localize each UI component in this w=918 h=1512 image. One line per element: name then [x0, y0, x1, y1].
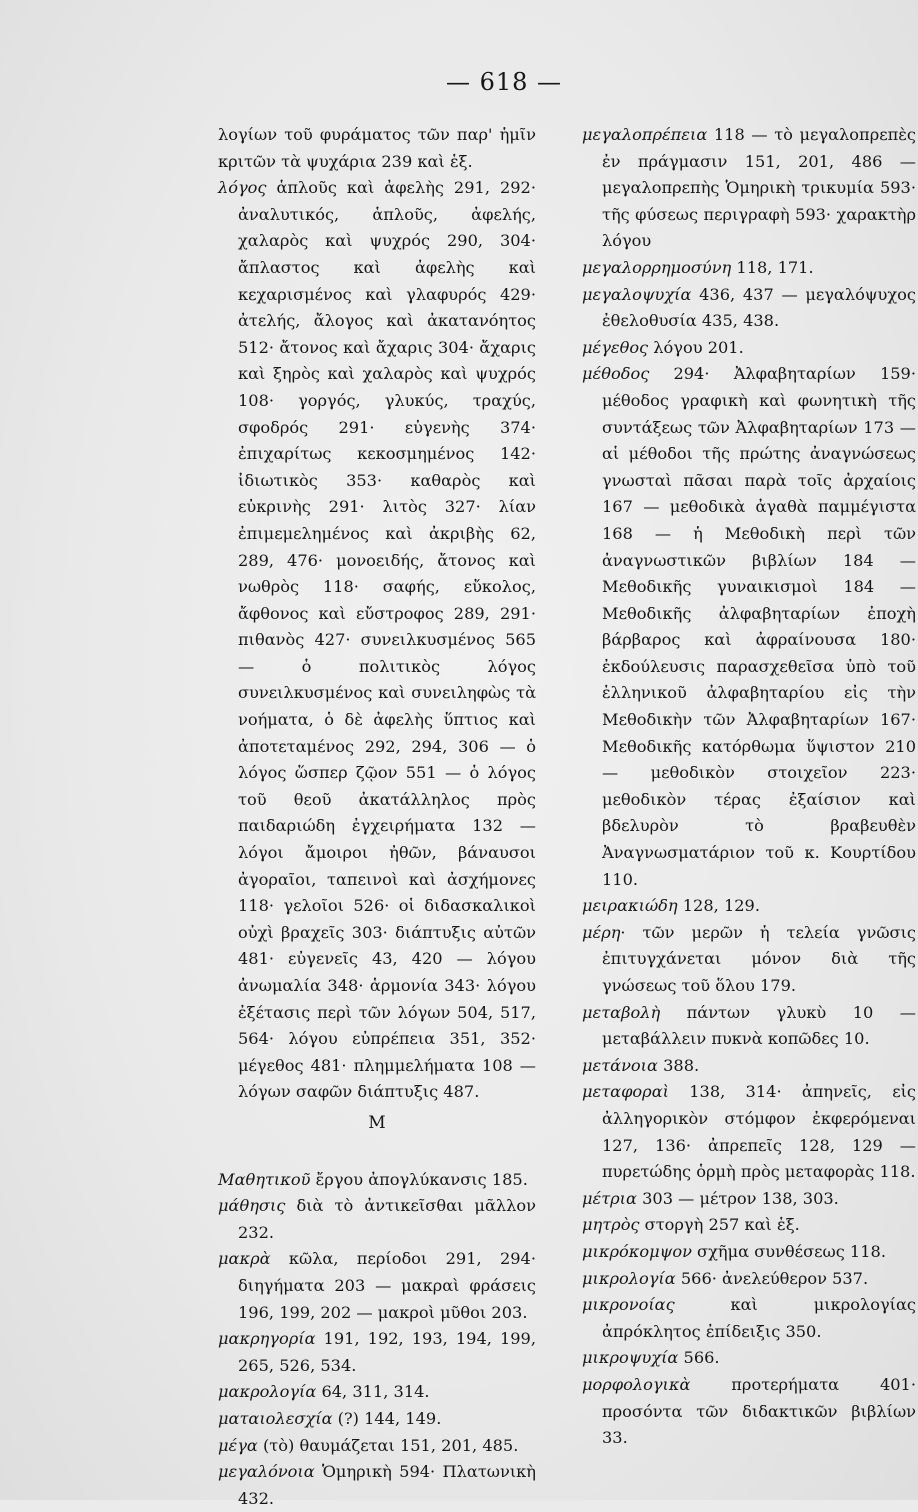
entry-text: λογίων τοῦ φυράματος τῶν παρ' ἡμῖν κριτῶν τὰ ψυχάρια 239 καὶ ἑξ.: [218, 125, 536, 171]
entry-headword: μακρολογία: [218, 1382, 317, 1402]
entry-text: (τὸ) θαυμάζεται 151, 201, 485.: [257, 1435, 519, 1455]
entry-text: σχῆμα συνθέσεως 118.: [691, 1241, 886, 1261]
entry-text: διὰ τὸ ἀντικεῖσθαι μᾶλλον 232.: [238, 1196, 536, 1242]
index-entry: [218, 1246, 536, 1326]
entry-headword: μακρὰ: [218, 1249, 271, 1269]
entry-headword: μέτρια: [582, 1188, 637, 1208]
index-entry: [582, 1212, 916, 1239]
index-entry: [218, 1459, 536, 1512]
entry-text: 138, 314· ἀπηνεῖς, εἰς ἀλληγορικὸν στόμφον ἐκφερόμεναι 127, 136· ἀπρεπεῖς 128, 129 — πυρετώδης ὁρμὴ πρὸς μεταφορὰς 118.: [602, 1082, 916, 1182]
entry-headword: μάθησις: [218, 1196, 286, 1216]
entry-text: 118, 171.: [731, 257, 814, 277]
index-entry: [218, 175, 536, 1106]
entry-headword: μειρακιώδη: [582, 896, 678, 916]
entry-headword: μητρὸς: [582, 1215, 640, 1235]
entry-headword: λόγος: [218, 178, 267, 198]
entry-headword: μεγαλορρημοσύνη: [582, 257, 732, 277]
entry-headword: μικρόκομψον: [582, 1241, 692, 1261]
entry-text: 388.: [657, 1055, 700, 1075]
index-entry: [582, 1239, 916, 1266]
entry-headword: μικροψυχία: [582, 1348, 679, 1368]
entry-text: πάντων γλυκὺ 10 — μεταβάλλειν πυκνὰ κοπῶδες 10.: [602, 1002, 916, 1049]
entry-headword: μεγαλοπρέπεια: [582, 125, 708, 144]
index-entry: [582, 1372, 916, 1452]
entry-text: 566· ἀνελεύθερον 537.: [675, 1268, 869, 1288]
entry-headword: μέγα: [218, 1435, 258, 1455]
entry-text: κῶλα, περίοδοι 291, 294· διηγήματα 203 — μακραὶ φράσεις 196, 199, 202 — μακροὶ μῦθοι 203.: [238, 1249, 536, 1322]
entry-text: στοργὴ 257 καὶ ἑξ.: [639, 1215, 800, 1235]
entry-text: 191, 192, 193, 194, 199, 265, 526, 534.: [238, 1329, 536, 1375]
entry-headword: μακρηγορία: [218, 1329, 316, 1349]
index-entry: [582, 282, 916, 335]
entry-headword: ματαιολεσχία: [218, 1408, 333, 1428]
entry-headword: μικρολογία: [582, 1268, 676, 1288]
entry-headword: μεταβολὴ: [582, 1002, 661, 1022]
left-column: [218, 122, 536, 1512]
entry-headword: μέθοδος: [582, 364, 650, 384]
entry-headword: μετάνοια: [582, 1055, 658, 1075]
entry-text: προτερήματα 401· προσόντα τῶν διδακτικῶν βιβλίων 33.: [602, 1374, 916, 1448]
entry-text: 294· Ἀλφαβηταρίων 159· μέθοδος γραφικὴ καὶ φωνητικὴ τῆς συντάξεως τῶν Ἀλφαβηταρίων 173 — αἱ μέθοδοι τῆς πρώτης ἀναγνώσεως γνωσταὶ πᾶσαι παρὰ τοῖς ἀρχαίοις 167 — μεθοδικὰ ἀγαθὰ παμμέγιστα 168 — ἡ Μεθοδικὴ περὶ τῶν ἀναγνωστικῶν βιβλίων 184 — Μεθοδικῆς γυναικισμοὶ 184 — Μεθοδικῆς ἀλφαβηταρίων ἐποχὴ βάρβαρος καὶ ἀφραίνουσα 180· ἐκδούλευσις παρασχεθεῖσα ὑπὸ τοῦ ἑλληνικοῦ ἀλφαβηταρίου εἰς τὴν Μεθοδικὴν τῶν Ἀλφαβηταρίων 167· Μεθοδικῆς κατόρθωμα ὕψιστον 210 — μεθοδικὸν στοιχεῖον 223· μεθοδικὸν τέρας ἐξαίσιον καὶ βδελυρὸν τὸ βραβευθὲν Ἀναγνωσματάριον τοῦ κ. Κουρτίδου 110.: [602, 364, 916, 889]
entry-headword: μεταφοραὶ: [582, 1082, 669, 1102]
right-column: [582, 122, 916, 1452]
entry-text: λόγου 201.: [648, 337, 744, 357]
entry-text: ἁπλοῦς καὶ ἀφελὴς 291, 292· ἀναλυτικός, ἁπλοῦς, ἀφελής, χαλαρὸς καὶ ψυχρός 290, 304· ἄπλαστος καὶ ἀφελὴς καὶ κεχαρισμένος καὶ γλαφυρός 429· ἀτελής, ἄλογος καὶ ἀκατανόητος 512· ἄτονος καὶ ἄχαρις 304· ἄχαρις καὶ ξηρὸς καὶ χαλαρὸς καὶ ψυχρός 108· γοργός, γλυκύς, τραχύς, σφοδρός 291· εὐγενὴς 374· ἐπιχαρίτως κεκοσμημένος 142· ἰδιωτικὸς 353· καθαρὸς καὶ εὐκρινὴς 291· λιτὸς 327· λίαν ἐπιμεμελημένος καὶ ἀκριβὴς 62, 289, 476· μονοειδής, ἄτονος καὶ νωθρὸς 118· σαφής, εὔκολος, ἄφθονος καὶ εὔστροφος 289, 291· πιθανὸς 427· συνειλκυσμένος 565 — ὁ πολιτικὸς λόγος συνειλκυσμένος καὶ συνειληφὼς τὰ νοήματα, ὁ δὲ ἀφελὴς ὕπτιος καὶ ἀποτεταμένος 292, 294, 306 — ὁ λόγος ὥσπερ ζῷον 551 — ὁ λόγος τοῦ θεοῦ ἀκατάλληλος πρὸς παιδαριώδη ἐγχειρήματα 132 — λόγοι ἄμοιροι ἠθῶν, βάναυσοι ἀγοραῖοι, ταπεινοὶ καὶ ἀσχήμονες 118· γελοῖοι 526· οἱ διδασκαλικοὶ οὐχὶ βραχεῖς 303· διάπτυξις αὐτῶν 481· εὐγενεῖς 43, 420 — λόγου ἀνωμαλία 348· ἁρμονία 343· λόγου ἐξέτασις περὶ τῶν λόγων 504, 517, 564· λόγου εὐπρέπεια 351, 352· μέγεθος 481· πλημμελήματα 108 — λόγων σαφῶν διάπτυξις 487.: [238, 178, 536, 1102]
entry-text: · τῶν μερῶν ἡ τελεία γνῶσις ἐπιτυγχάνεται μόνον διὰ τῆς γνώσεως τοῦ ὅλου 179.: [602, 922, 916, 995]
index-entry: [582, 361, 916, 893]
index-entry: [218, 1193, 536, 1246]
index-entry: [582, 335, 916, 362]
entry-headword: μικρονοίας: [582, 1295, 675, 1315]
index-entry: [582, 1079, 916, 1185]
index-entry: [582, 122, 916, 255]
entry-text: Ὁμηρικὴ 594· Πλατωνικὴ 432.: [238, 1462, 536, 1508]
page-number: — 618 —: [445, 68, 563, 96]
index-entry: [582, 1266, 916, 1293]
index-entry: [582, 1053, 916, 1080]
entry-text: 436, 437 — μεγαλόψυχος ἐθελοθυσία 435, 438.: [602, 284, 916, 331]
index-entry: [218, 1433, 536, 1460]
index-entry: [582, 893, 916, 920]
entry-text: 566.: [678, 1348, 720, 1368]
index-entry: [218, 122, 536, 175]
entry-text: (?) 144, 149.: [332, 1408, 442, 1428]
entry-headword: μορφολογικὰ: [582, 1374, 691, 1394]
index-entry: [582, 255, 916, 282]
index-entry: [582, 1000, 916, 1053]
entry-headword: μεγαλόνοια: [218, 1462, 315, 1482]
index-entry: [218, 1326, 536, 1379]
entry-text: 303 — μέτρον 138, 303.: [636, 1188, 839, 1208]
entry-headword: μέρη: [582, 922, 621, 942]
section-letter: Μ: [368, 1112, 386, 1133]
entry-text: ἔργου ἀπογλύκανσις 185.: [310, 1169, 528, 1189]
entry-text: 64, 311, 314.: [316, 1382, 430, 1402]
entry-headword: Μαθητικοῦ: [218, 1169, 311, 1189]
index-entry: [582, 920, 916, 1000]
index-entry: [218, 1406, 536, 1433]
index-entry: [582, 1292, 916, 1345]
index-entry: [218, 1379, 536, 1406]
entry-headword: μεγαλοψυχία: [582, 284, 692, 304]
entry-text: καὶ μικρολογίας ἀπρόκλητος ἐπίδειξις 350.: [602, 1295, 916, 1341]
index-entry: [582, 1186, 916, 1213]
index-entry: [582, 1345, 916, 1372]
entry-text: 128, 129.: [677, 896, 760, 916]
entry-headword: μέγεθος: [582, 337, 649, 357]
index-entry: [218, 1167, 536, 1194]
entry-text: 118 — τὸ μεγαλοπρεπὲς ἐν πράγμασιν 151, 201, 486 — μεγαλοπρεπὴς Ὁμηρικὴ τρικυμία 593· τῆς φύσεως περιγραφὴ 593· χαρακτὴρ λόγου: [602, 125, 916, 251]
